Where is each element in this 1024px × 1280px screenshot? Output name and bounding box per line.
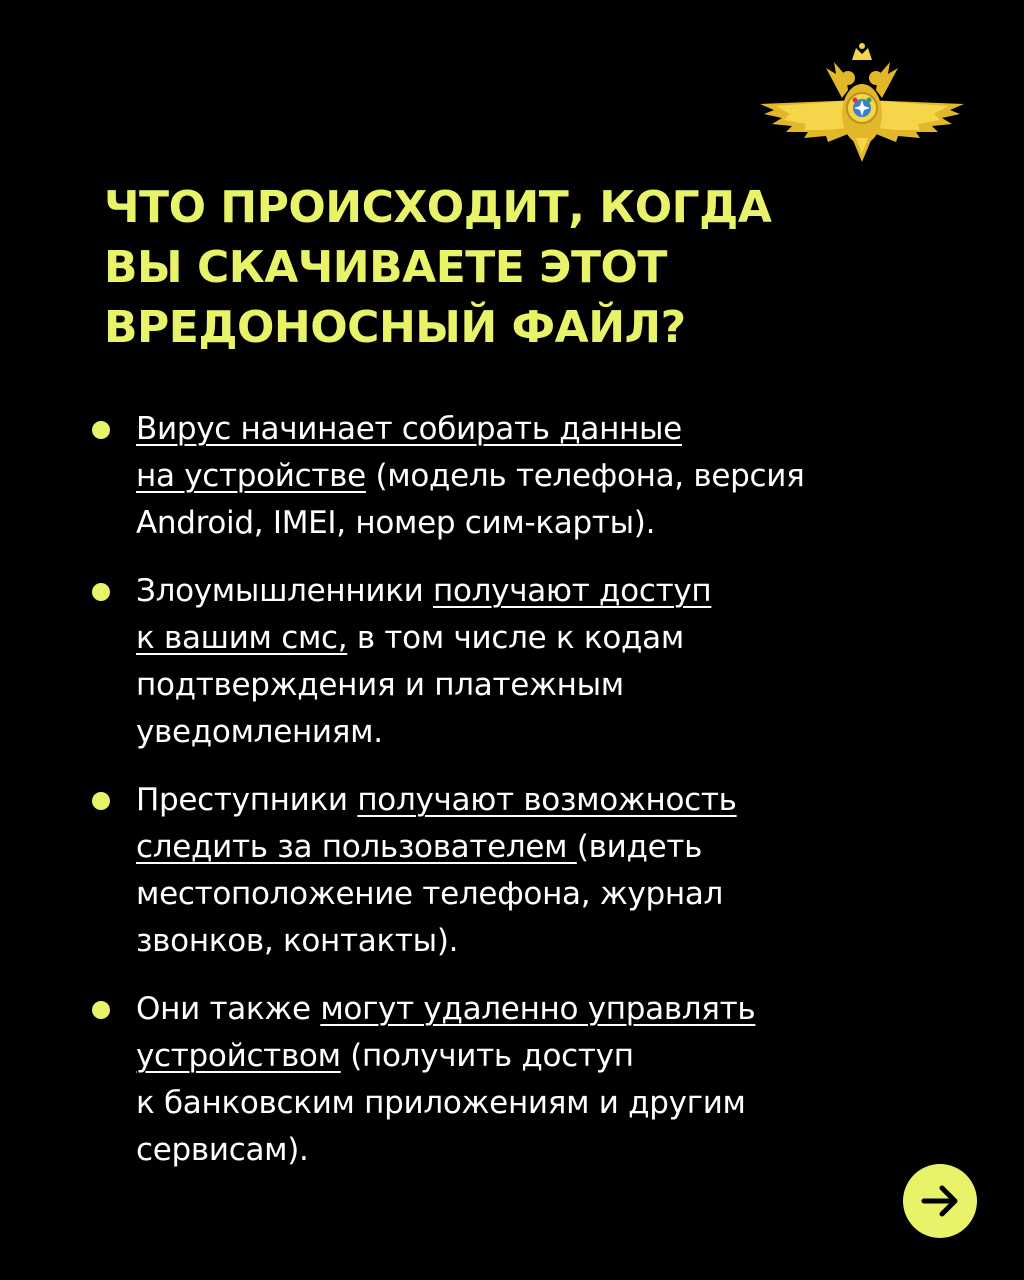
underlined-text: получают возможность [357,782,737,818]
underlined-text: Вирус начинает собирать данные [136,411,682,447]
item-text: к банковским приложениям и другим [136,1085,746,1121]
bullet-dot [92,421,110,439]
item-text: Они также [136,991,321,1027]
item-text: местоположение телефона, журнал [136,876,724,912]
underlined-text: к вашим смс, [136,620,348,656]
arrow-right-icon [915,1176,965,1226]
item-text: (модель телефона, версия [365,458,805,494]
item-text: звонков, контакты). [136,923,459,959]
list-item [0,568,1024,756]
item-text: сервисам). [136,1132,309,1168]
item-text: Android, IMEI, номер сим-карты). [136,505,656,541]
underlined-text: устройством [136,1038,341,1074]
item-text: (видеть [576,829,703,865]
item-text: Преступники [136,782,358,818]
bullet-dot [92,1001,110,1019]
page-title [104,178,924,358]
underlined-text: получают доступ [433,573,712,609]
title-line: ВЫ СКАЧИВАЕТЕ ЭТОТ [104,242,667,293]
item-text: (получить доступ [340,1038,634,1074]
next-button[interactable] [903,1164,977,1238]
item-text: подтверждения и платежным [136,667,624,703]
item-text: Злоумышленники [136,573,434,609]
police-eagle-emblem [756,38,968,168]
underlined-text: следить за пользователем [136,829,577,865]
item-text: в том числе к кодам [347,620,684,656]
underlined-text: могут удаленно управлять [320,991,756,1027]
bullet-dot [92,792,110,810]
bullet-list [0,406,1024,1195]
title-line: ВРЕДОНОСНЫЙ ФАЙЛ? [104,302,686,353]
item-text: уведомлениям. [136,714,383,750]
title-line: ЧТО ПРОИСХОДИТ, КОГДА [104,182,772,233]
underlined-text: на устройстве [136,458,366,494]
list-item [0,986,1024,1174]
list-item [0,406,1024,547]
bullet-dot [92,583,110,601]
list-item [0,777,1024,965]
